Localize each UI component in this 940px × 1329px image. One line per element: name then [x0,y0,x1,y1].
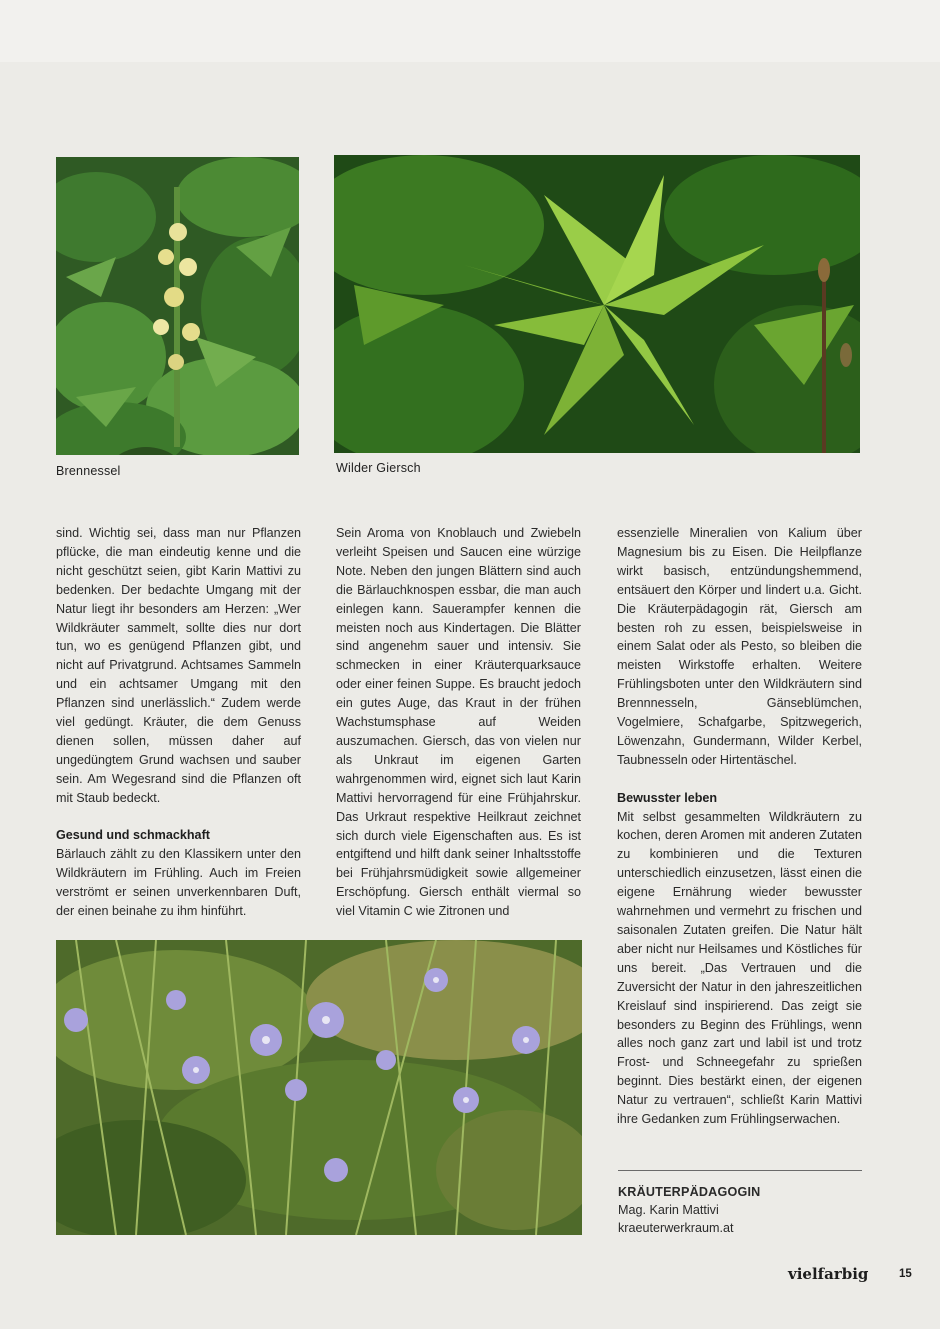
bio-title: KRÄUTERPÄDAGOGIN [618,1185,761,1199]
heading-bewusster-leben: Bewusster leben [617,790,718,805]
left-paragraph-1: sind. Wichtig sei, dass man nur Pflanzen pflücke, die man eindeutig kenne und die nicht geschützt seien, gibt Karin Mattivi zu bedenken. Der bedachte Umgang mit der Natur liegt ihr besonders am Herzen: „Wer Wildkräuter sammelt, sollte dies nur dort tun, wo es genügend Pflanzen gibt, und nicht auf Privatgrund. Achtsames Sammeln und ein achtsamer Umgang mit den Pflanzen sind unerlässlich.“ Zudem werde viel gedüngt. Kräuter, die dem Genuss dienen sollen, müssen daher auf ungedüngtem Grund wachsen und sauber sein. Am Wegesrand sind die Pflanzen oft mit Staub bedeckt. [56,526,301,805]
middle-paragraph-1: Sein Aroma von Knoblauch und Zwiebeln verleiht Speisen und Saucen eine würzige Note. Neben den jungen Blättern sind auch die Bärlauchknospen essbar, die man auch einlegen kann. Sauerampfer kennen die meisten noch aus Kindertagen. Die Blätter sind angenehm sauer und intensiv. Sie schmecken in einer Kräuterquarksauce oder einer feinen Suppe. Es braucht jedoch ein gutes Auge, das Kraut in der frühen Wachstumsphase auf Weiden auszumachen. Giersch, das von vielen nur als Unkraut im eigenen Garten wahrgenommen wird, eignet sich laut Karin Mattivi hervorragend für eine Frühjahrskur. Das Urkraut respektive Heilkraut zeichnet sich durch viele Eigenschaften aus. Es ist entgiftend und hilft dank seiner Inhaltsstoffe bei Frühjahrsmüdigkeit sowie allgemeiner Erschöpfung. Giersch enthält viermal so viel Vitamin C wie Zitronen und [336,526,581,919]
left-paragraph-2: Bärlauch zählt zu den Klassikern unter den Wildkräutern im Frühling. Auch im Freien verströmt er seinen unverkennbaren Duft, der einen beinahe zu ihm hinführt. [56,847,301,919]
right-paragraph-2: Mit selbst gesammelten Wildkräutern zu kochen, deren Aromen mit anderen Zutaten zu kombinieren und die Texturen unterschiedlich einzusetzen, lässt einen die eigene Ernährung wieder bewusster wahrnehmen und vermehrt zu frischen und saisonalen Zutaten greifen. Die Natur hält aber nicht nur Heilsames und Köstliches für uns bereit. „Das Vertrauen und die Zuversicht der Natur in den jahreszeitlichen Kreislauf sind inspirierend. Das zeigt sie besonders zu Beginn des Frühlings, wenn alles noch ganz zart und labil ist und trotz Frost- und Schneegefahr zu sprießen beginnt. Dies bestärkt einen, der eigenen Natur zu vertrauen“, schließt Karin Mattivi ihre Gedanken zum Frühlingserwachen. [617,809,862,1127]
heading-gesund-und-schmackhaft: Gesund und schmackhaft [56,828,210,843]
page-top-margin [0,0,940,62]
magazine-brand: vielfarbig [788,1265,869,1283]
bio-name: Mag. Karin Mattivi [618,1203,719,1218]
photo-wilder-giersch [334,155,860,453]
bio-website: kraeuterwerkraum.at [618,1221,734,1236]
photo-brennessel [56,157,299,455]
photo-speedwell-flowers [56,940,582,1235]
page-number: 15 [899,1268,912,1280]
text-column-middle [336,524,581,921]
caption-brennessel: Brennessel [56,464,121,478]
text-column-right [617,524,862,1129]
bio-divider [618,1170,862,1171]
caption-wilder-giersch: Wilder Giersch [336,461,421,475]
author-bio [618,1183,760,1238]
right-paragraph-1: essenzielle Mineralien von Kalium über Magnesium bis zu Eisen. Die Heilpflanze wirkt basisch, entzündungshemmend, entsäuert den Körper und lindert u.a. Gicht. Die Kräuterpädagogin rät, Giersch am besten roh zu essen, beispielsweise in einem Salat oder als Pesto, so bleiben die meisten Wirkstoffe erhalten. Weitere Frühlingsboten unter den Wildkräutern sind Brennnesseln, Gänseblümchen, Vogelmiere, Schafgarbe, Spitzwegerich, Löwenzahn, Gundermann, Wilder Kerbel, Taubnesseln oder Hirtentäschel. [617,526,862,767]
text-column-left [56,524,301,921]
